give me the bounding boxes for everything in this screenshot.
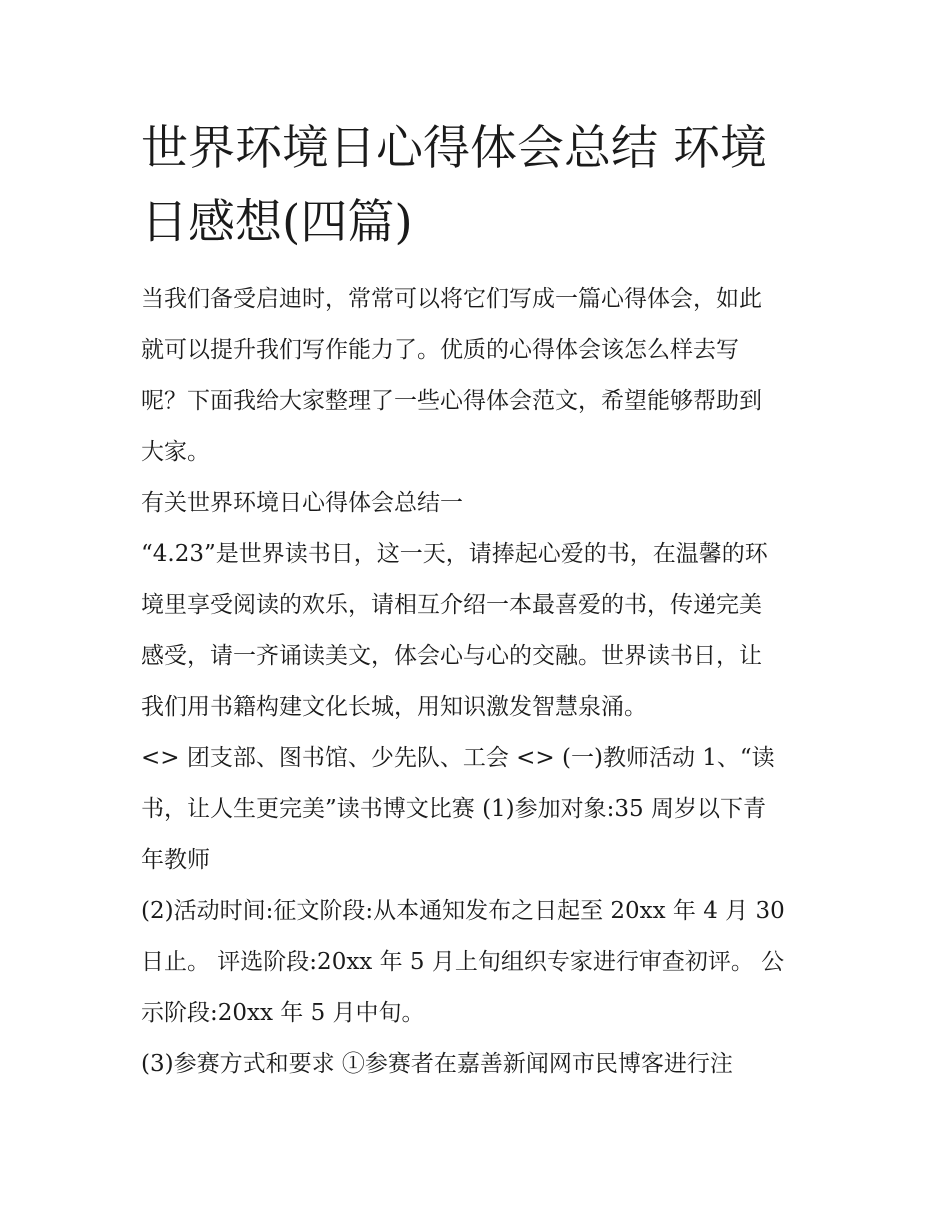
text-line: 大家。	[141, 439, 210, 465]
document-content	[141, 112, 821, 1090]
text-line: 示阶段:20xx 年 5 月中旬。	[141, 1000, 425, 1026]
text-line: 境里享受阅读的欢乐，请相互介绍一本最喜爱的书，传递完美	[141, 592, 762, 618]
text-line: <> 团支部、图书馆、少先队、工会 <> (一)教师活动 1、“读	[141, 745, 775, 771]
title-line-1: 世界环境日心得体会总结 环境	[141, 121, 767, 176]
paragraph-3	[141, 886, 821, 1039]
document-body	[141, 274, 821, 1090]
document-title	[141, 112, 821, 260]
text-line: 书，让人生更完美”读书博文比赛 (1)参加对象:35 周岁以下青	[141, 796, 766, 822]
text-line: 日止。 评选阶段:20xx 年 5 月上旬组织专家进行审查初评。 公	[141, 949, 785, 975]
text-line: 我们用书籍构建文化长城，用知识激发智慧泉涌。	[141, 694, 647, 720]
text-line: (3)参赛方式和要求 ①参赛者在嘉善新闻网市民博客进行注	[141, 1051, 733, 1077]
text-line: (2)活动时间:征文阶段:从本通知发布之日起至 20xx 年 4 月 30	[141, 898, 785, 924]
text-line: 年教师	[141, 847, 210, 873]
section-heading: 有关世界环境日心得体会总结一	[141, 490, 463, 516]
paragraph-2	[141, 733, 821, 886]
text-line: “4.23”是世界读书日，这一天，请捧起心爱的书，在温馨的环	[141, 541, 768, 567]
text-line: 就可以提升我们写作能力了。优质的心得体会该怎么样去写	[141, 337, 739, 363]
paragraph-1	[141, 529, 821, 733]
text-line: 感受，请一齐诵读美文，体会心与心的交融。世界读书日，让	[141, 643, 762, 669]
title-line-2: 日感想(四篇)	[141, 195, 413, 250]
text-line: 当我们备受启迪时，常常可以将它们写成一篇心得体会，如此	[141, 286, 762, 312]
text-line: 呢？下面我给大家整理了一些心得体会范文，希望能够帮助到	[141, 388, 762, 414]
paragraph-4	[141, 1039, 821, 1090]
intro-paragraph	[141, 274, 821, 478]
